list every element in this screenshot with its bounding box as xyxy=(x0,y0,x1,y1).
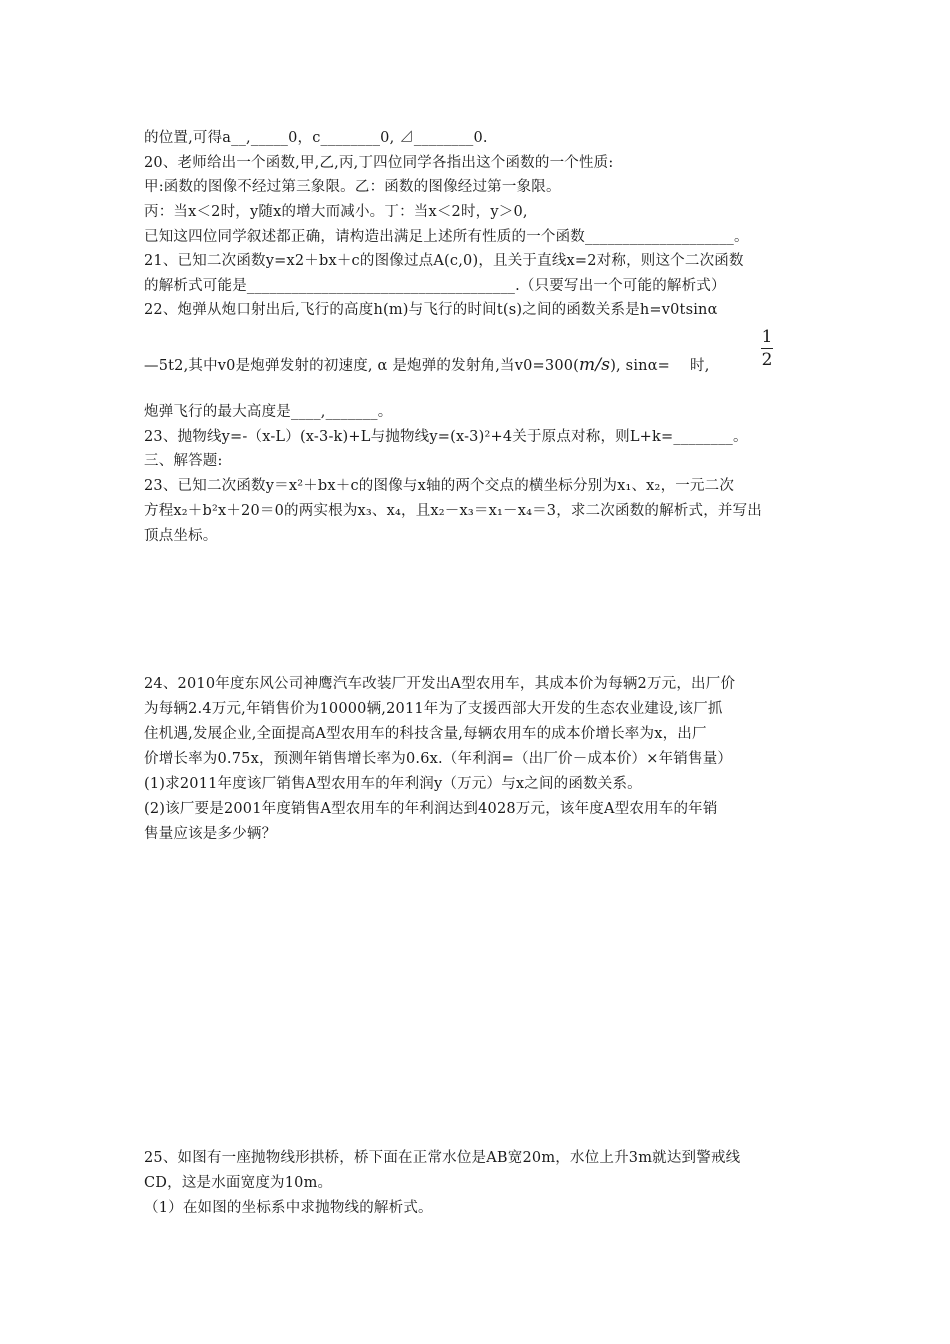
q22-formula-part3: 时, xyxy=(690,358,710,374)
q23-stem-2: 方程x₂＋b²x＋20＝0的两实根为x₃、x₄，且x₂－x₃＝x₁－x₄＝3，求二次函数的解析式，并写出 xyxy=(144,503,763,519)
q21-stem: 21、已知二次函数y=x2＋bx＋c的图像过点A(c,0)，且关于直线x=2对称，则这个二次函数 xyxy=(144,253,744,269)
q25-stem-2: CD，这是水面宽度为10m。 xyxy=(144,1175,333,1191)
fraction-numerator: 1 xyxy=(761,327,773,347)
q23-stem-3: 顶点坐标。 xyxy=(144,528,218,544)
unit-ms: m/s xyxy=(579,355,611,375)
q24-part2-a: (2)该厂要是2001年度销售A型农用车的年利润达到4028万元，该年度A型农用车的年销 xyxy=(144,801,718,817)
q24-stem-4: 价增长率为0.75x，预测年销售增长率为0.6x.（年利润=（出厂价－成本价）×年销售量） xyxy=(144,751,733,767)
q19-tail: 的位置,可得a__,_____0，c________0, ⊿________0. xyxy=(144,130,488,146)
q20-stem: 20、老师给出一个函数,甲,乙,丙,丁四位同学各指出这个函数的一个性质: xyxy=(144,155,614,171)
fraction-denominator: 2 xyxy=(761,350,773,370)
q20-ask: 已知这四位同学叙述都正确，请构造出满足上述所有性质的一个函数____________________。 xyxy=(144,229,749,245)
q22-formula-line xyxy=(144,355,710,376)
q21-ask: 的解析式可能是____________________________________.（只要写出一个可能的解析式） xyxy=(144,278,726,294)
q20-jia-yi: 甲:函数的图像不经过第三象限。乙：函数的图像经过第一象限。 xyxy=(144,179,561,195)
q25-part1: （1）在如图的坐标系中求抛物线的解析式。 xyxy=(144,1200,433,1216)
q24-stem-2: 为每辆2.4万元,年销售价为10000辆,2011年为了支援西部大开发的生态农业建设,该厂抓 xyxy=(144,701,723,717)
q24-stem-3: 住机遇,发展企业,全面提高A型农用车的科技含量,每辆农用车的成本价增长率为x，出厂 xyxy=(144,726,707,742)
q22-formula-part1: —5t2,其中v0是炮弹发射的初速度, α 是炮弹的发射角,当v0=300( xyxy=(144,358,580,374)
q23-fill: 23、抛物线y=-（x-L）(x-3-k)+L与抛物线y=(x-3)²+4关于原点对称，则L+k=________。 xyxy=(144,429,748,445)
q25-stem-1: 25、如图有一座抛物线形拱桥，桥下面在正常水位是AB宽20m，水位上升3m就达到警戒线 xyxy=(144,1150,741,1166)
q22-stem: 22、炮弹从炮口射出后,飞行的高度h(m)与飞行的时间t(s)之间的函数关系是h=v0tsinα xyxy=(144,302,718,318)
q24-part2-b: 售量应该是多少辆？ xyxy=(144,826,277,842)
q24-stem-1: 24、2010年度东风公司神鹰汽车改装厂开发出A型农用车，其成本价为每辆2万元，出厂价 xyxy=(144,676,736,692)
q23-stem-1: 23、已知二次函数y＝x²＋bx＋c的图像与x轴的两个交点的横坐标分别为x₁、x₂，一元二次 xyxy=(144,478,735,494)
fraction-one-half xyxy=(758,328,776,369)
section-heading-solve: 三、解答题: xyxy=(144,453,223,469)
fraction-bar xyxy=(761,348,773,349)
q24-part1: (1)求2011年度该厂销售A型农用车的年利润y（万元）与x之间的函数关系。 xyxy=(144,776,642,792)
q22-formula-part2: ), sinα= xyxy=(610,358,671,374)
q22-ask: 炮弹飞行的最大高度是____,_______。 xyxy=(144,404,393,420)
q20-bing-ding: 丙：当x＜2时，y随x的增大而减小。丁：当x＜2时，y＞0, xyxy=(144,204,528,220)
